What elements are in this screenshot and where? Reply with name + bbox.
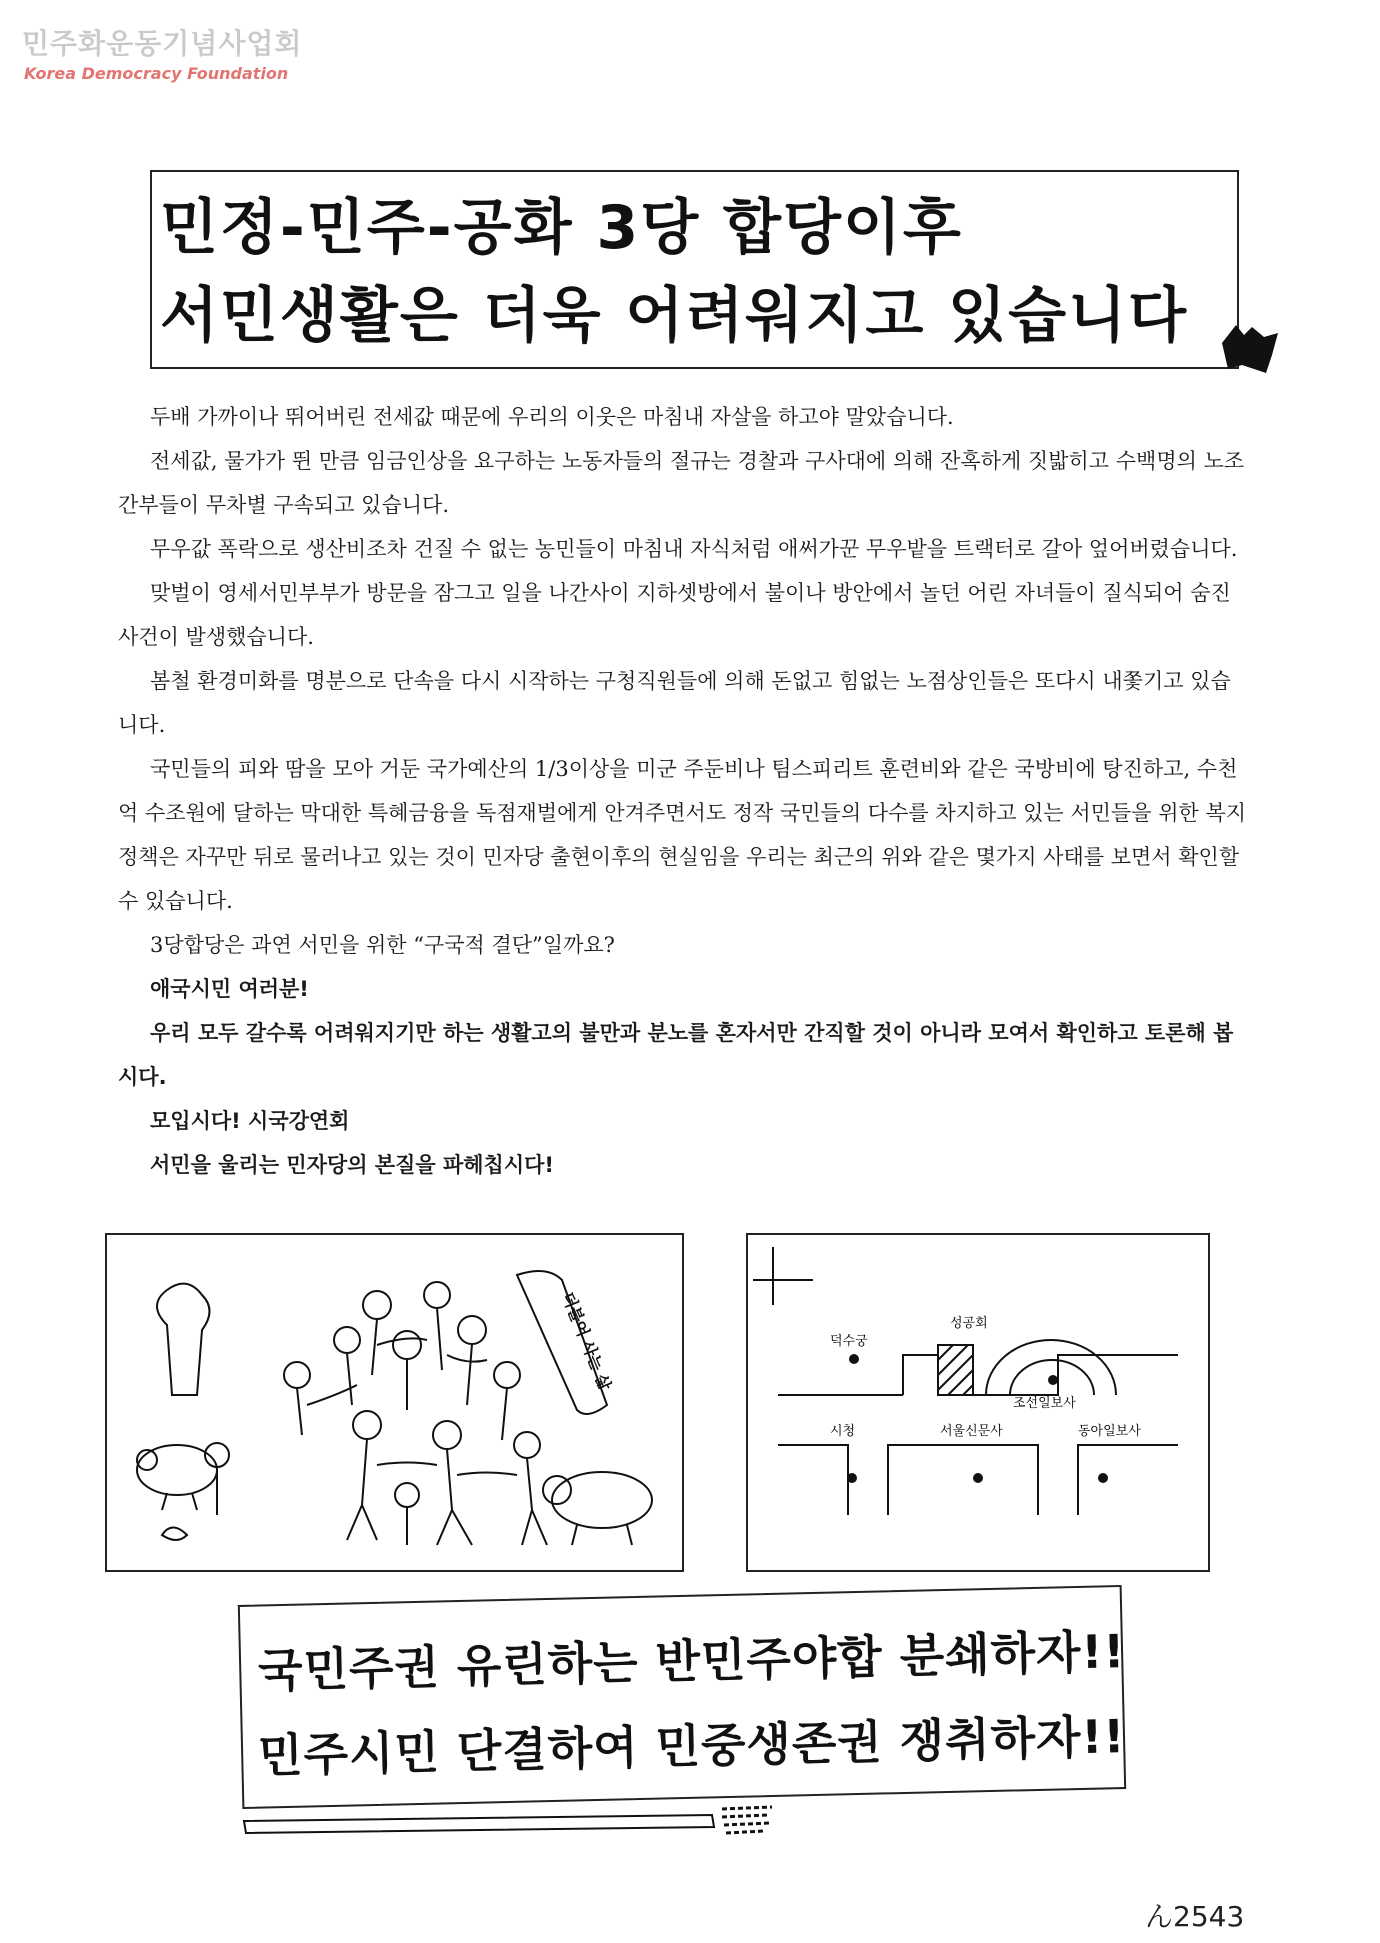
body-text (118, 395, 1248, 1187)
cartoon-illustration (105, 1233, 684, 1572)
decorative-bar-icon (242, 1803, 782, 1843)
title-line-2: 서민생활은 더욱 어려워지고 있습니다 (160, 281, 1189, 351)
watermark-korean: 민주화운동기념사업회 (22, 27, 303, 60)
map-label-cityhall: 시청 (830, 1424, 856, 1439)
slogan-line-2: 민주시민 단결하여 민중생존권 쟁취하자!! (257, 1709, 1126, 1783)
crowd-dancing-icon (107, 1235, 682, 1570)
paragraph: 국민들의 피와 땀을 모아 거둔 국가예산의 1/3이상을 미군 주둔비나 팀스피리트 훈련비와 같은 국방비에 탕진하고, 수천억 수조원에 달하는 막대한 특혜금융을 독점재벌에게 안겨주면서도 정작 국민들의 다수를 차지하고 있는 서민들을 위한 복지정책은 자꾸만 뒤로 물러나고 있는 것이 민자당 출현이후의 현실임을 우리는 최근의 위와 같은 몇가지 사태를 보면서 확인할 수 있습니다. (118, 757, 1247, 913)
paragraph: 애국시민 여러분! (150, 977, 309, 1001)
paragraph: 두배 가까이나 뛰어버린 전세값 때문에 우리의 이웃은 마침내 자살을 하고야 말았습니다. (150, 405, 954, 429)
torn-corner-icon (1222, 325, 1282, 375)
cartoon-banner-text: 더불어 사는 삶 (558, 1289, 615, 1393)
title-line-1: 민정-민주-공화 3당 합당이후 (160, 193, 963, 263)
watermark-english: Korea Democracy Foundation (24, 64, 289, 83)
map-label-seoulshinmun: 서울신문사 (940, 1424, 1003, 1439)
paragraph: 우리 모두 갈수록 어려워지기만 하는 생활고의 불만과 분노를 혼자서만 간직할 것이 아니라 모여서 확인하고 토론해 봅시다. (118, 1021, 1234, 1089)
map-label-donga: 동아일보사 (1078, 1424, 1141, 1439)
map-label-deoksugung: 덕수궁 (830, 1334, 868, 1349)
location-map (746, 1233, 1210, 1572)
paragraph: 3당합당은 과연 서민을 위한 “구국적 결단”일까요? (150, 933, 615, 957)
handwritten-number: ん2543 (1145, 1900, 1245, 1933)
map-label-seonggonghoe: 성공회 (950, 1316, 988, 1331)
slogan-line-1: 국민주권 유린하는 반민주야합 분쇄하자!! (257, 1624, 1126, 1698)
paragraph: 무우값 폭락으로 생산비조차 건질 수 없는 농민들이 마침내 자식처럼 애써가꾼 무우밭을 트랙터로 갈아 엎어버렸습니다. (150, 537, 1238, 561)
paragraph: 맞벌이 영세서민부부가 방문을 잠그고 일을 나간사이 지하셋방에서 불이나 방안에서 놀던 어린 자녀들이 질식되어 숨진사건이 발생했습니다. (118, 581, 1231, 649)
paragraph: 모입시다! 시국강연회 (150, 1109, 350, 1133)
map-label-chosun: 조선일보사 (1013, 1396, 1076, 1411)
paragraph: 서민을 울리는 민자당의 본질을 파헤칩시다! (150, 1153, 554, 1177)
paragraph: 봄철 환경미화를 명분으로 단속을 다시 시작하는 구청직원들에 의해 돈없고 힘없는 노점상인들은 또다시 내쫓기고 있습니다. (118, 669, 1231, 737)
paragraph: 전세값, 물가가 뛴 만큼 임금인상을 요구하는 노동자들의 절규는 경찰과 구사대에 의해 잔혹하게 짓밟히고 수백명의 노조간부들이 무차별 구속되고 있습니다. (118, 449, 1245, 517)
map-drawing (748, 1235, 1208, 1570)
